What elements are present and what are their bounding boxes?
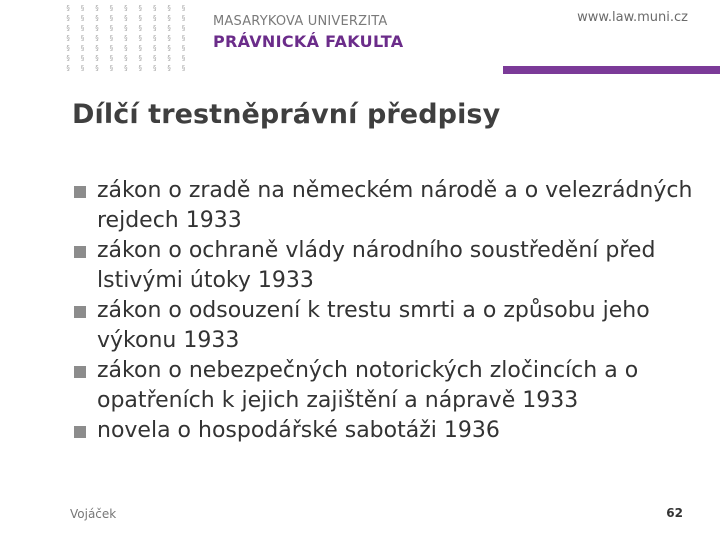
logo-pattern-row: § § § § § § § § § [66,64,189,72]
slide-title: Dílčí trestněprávní předpisy [72,99,501,130]
bullet-text: novela o hospodářské sabotáži 1936 [97,418,500,443]
bullet-list [74,176,704,446]
logo-pattern-row: § § § § § § § § § [66,54,189,62]
bullet-square-icon [74,426,86,438]
logo-pattern-row: § § § § § § § § § [66,14,189,22]
bullet-item [74,416,704,446]
bullet-item [74,236,704,296]
bullet-square-icon [74,186,86,198]
bullet-square-icon [74,306,86,318]
logo-pattern-row: § § § § § § § § § [66,4,189,12]
bullet-item [74,356,704,416]
website-url: www.law.muni.cz [577,10,688,25]
bullet-text: zákon o nebezpečných notorických zločincích a o opatřeních k jejich zajištění a nápravě 1933 [97,358,639,413]
footer-author: Vojáček [70,507,117,521]
bullet-text: zákon o ochraně vlády národního soustředění před lstivými útoky 1933 [97,238,656,293]
logo-pattern-row: § § § § § § § § § [66,44,189,52]
bullet-text: zákon o zradě na německém národě a o velezrádných rejdech 1933 [97,178,693,233]
faculty-name: PRÁVNICKÁ FAKULTA [213,32,404,51]
logo-pattern-row: § § § § § § § § § [66,34,189,42]
bullet-text: zákon o odsouzení k trestu smrti a o způsobu jeho výkonu 1933 [97,298,650,353]
bullet-square-icon [74,246,86,258]
bullet-square-icon [74,366,86,378]
page-number: 62 [666,506,683,520]
bullet-item [74,296,704,356]
header-accent-bar [503,66,720,74]
bullet-item [74,176,704,236]
university-logo-pattern [66,2,189,76]
logo-pattern-row: § § § § § § § § § [66,24,189,32]
university-name: MASARYKOVA UNIVERZITA [213,14,388,29]
